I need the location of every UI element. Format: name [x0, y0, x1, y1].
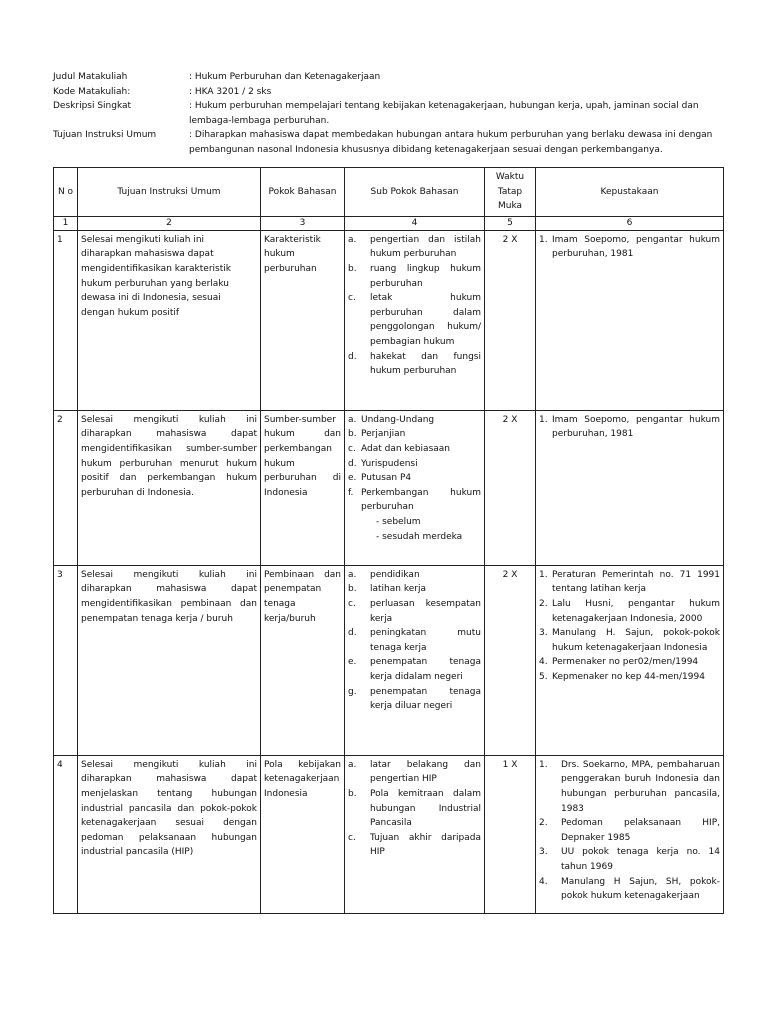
- list-text: latar belakang dan pengertian HIP: [370, 759, 481, 785]
- sub-item-extra: - sebelum: [376, 516, 421, 527]
- row-pustaka: [536, 755, 724, 913]
- pustaka-list: [539, 413, 720, 442]
- header-value: pembangunan nasonal Indonesia khususnya dibidang ketenagakerjaan sesuai dengan perkembanganya.: [189, 144, 663, 155]
- list-marker: a.: [348, 234, 357, 245]
- list-item: [348, 350, 481, 379]
- table-row: [54, 755, 724, 913]
- list-item: [539, 816, 720, 845]
- row-number: 1: [54, 230, 78, 410]
- list-marker: c.: [348, 443, 356, 454]
- list-marker: 1.: [539, 569, 548, 580]
- sub-item-extra: - sesudah merdeka: [376, 531, 463, 542]
- col-header-waktu: Waktu Tatap Muka: [485, 168, 536, 217]
- pustaka-list: [539, 568, 720, 685]
- list-marker: 1.: [539, 414, 548, 425]
- list-item: [348, 626, 481, 655]
- list-item: [348, 427, 481, 442]
- list-marker: d.: [348, 628, 357, 639]
- sub-list: [348, 758, 481, 860]
- list-marker: c.: [348, 598, 356, 609]
- list-item: [539, 413, 720, 442]
- list-text: ruang lingkup hukum perburuhan: [370, 263, 481, 289]
- list-marker: f.: [348, 487, 354, 498]
- sub-list: [348, 568, 481, 714]
- list-item: [348, 685, 481, 714]
- pustaka-list: [539, 233, 720, 262]
- list-item: [348, 758, 481, 787]
- list-item: [539, 758, 720, 816]
- list-text: Adat dan kebiasaan: [361, 443, 450, 454]
- header-value: lembaga-lembaga perburuhan.: [189, 115, 330, 126]
- row-pokok: Karakteristik hukum perburuhan: [261, 230, 345, 410]
- list-text: Manulang H Sajun, SH, pokok-pokok hukum ketenagakerjaan: [561, 876, 720, 902]
- list-text: Lalu Husni, pengantar hukum ketenagakerjaan Indonesia, 2000: [552, 598, 720, 624]
- col-header-pokok: Pokok Bahasan: [261, 168, 345, 217]
- list-text: pengertian dan istilah hukum perburuhan: [370, 234, 481, 260]
- list-text: Yurispudensi: [361, 458, 418, 469]
- list-marker: d.: [348, 458, 357, 469]
- row-pokok: Pola kebijakan ketenagakerjaan Indonesia: [261, 755, 345, 913]
- list-marker: b.: [348, 788, 357, 799]
- header-row: [53, 99, 723, 114]
- table-row: [54, 410, 724, 565]
- header-row: [53, 143, 723, 158]
- list-marker: b.: [348, 429, 357, 440]
- list-item: [539, 655, 720, 670]
- header-label: Judul Matakuliah: [53, 72, 128, 82]
- list-marker: e.: [348, 657, 357, 668]
- syllabus-table: [53, 167, 724, 914]
- list-item: [348, 655, 481, 684]
- header-value: : Hukum Perburuhan dan Ketenagakerjaan: [189, 72, 381, 82]
- list-item: [539, 568, 720, 597]
- row-tujuan: Selesai mengikuti kuliah ini diharapkan mahasiswa dapat mengidentifikasikan karakteristik hukum perburuhan yang berlaku dewasa ini di Indonesia, sesuai dengan hukum positif: [78, 230, 261, 410]
- table-row: [54, 230, 724, 410]
- row-number: 4: [54, 755, 78, 913]
- list-item: [539, 845, 720, 874]
- list-marker: 1.: [539, 759, 548, 770]
- list-item: [539, 597, 720, 626]
- list-marker: 5.: [539, 671, 548, 682]
- header-row: [53, 85, 723, 100]
- list-text: pendidikan: [370, 569, 420, 580]
- row-waktu: 2 X: [485, 565, 536, 755]
- header-value: : Hukum perburuhan mempelajari tentang kebijakan ketenagakerjaan, hubungan kerja, upah, jaminan social dan: [189, 101, 699, 111]
- row-pustaka: [536, 230, 724, 410]
- list-text: Perkembangan hukum perburuhan: [361, 487, 481, 513]
- header-label: [53, 114, 189, 129]
- list-marker: b.: [348, 584, 357, 595]
- list-item: [348, 471, 481, 486]
- header-value: : HKA 3201 / 2 sks: [189, 86, 272, 97]
- table-header-row: [54, 168, 724, 217]
- column-number: 2: [78, 216, 261, 230]
- list-text: Putusan P4: [361, 473, 412, 484]
- list-item: [348, 486, 481, 515]
- list-item: [348, 262, 481, 291]
- header-label: Deskripsi Singkat: [53, 101, 132, 111]
- list-item: [348, 457, 481, 472]
- list-item: [348, 568, 481, 583]
- list-marker: e.: [348, 473, 357, 484]
- row-waktu: 2 X: [485, 230, 536, 410]
- list-text: Pola kemitraan dalam hubungan Industrial Pancasila: [370, 788, 481, 829]
- list-item: [539, 233, 720, 262]
- list-item: [348, 442, 481, 457]
- list-text: Manulang H. Sajun, pokok-pokok hukum ketenagakerjaan Indonesia: [552, 628, 720, 653]
- list-marker: c.: [348, 293, 356, 304]
- list-text: Peraturan Pemerintah no. 71 1991 tentang latihan kerja: [552, 569, 720, 595]
- row-number: 2: [54, 410, 78, 565]
- row-tujuan: Selesai mengikuti kuliah ini diharapkan mahasiswa dapat mengidentifikasikan pembinaan dan penempatan tenaga kerja / buruh: [78, 565, 261, 755]
- list-item: [539, 626, 720, 655]
- row-pokok: Sumber-sumber hukum dan perkembangan hukum perburuhan di Indonesia: [261, 410, 345, 565]
- list-text: Tujuan akhir daripada HIP: [370, 832, 481, 858]
- list-marker: 4.: [539, 876, 548, 887]
- column-number: 5: [485, 216, 536, 230]
- pustaka-list: [539, 758, 720, 904]
- list-marker: a.: [348, 759, 357, 770]
- list-marker: g.: [348, 686, 357, 697]
- col-header-no: N o: [54, 168, 78, 217]
- list-item: [348, 597, 481, 626]
- header-label: [53, 143, 189, 158]
- row-sub: [345, 410, 485, 565]
- list-text: UU pokok tenaga kerja no. 14 tahun 1969: [561, 847, 720, 872]
- list-marker: c.: [348, 832, 356, 843]
- column-number: 1: [54, 216, 78, 230]
- list-marker: 4.: [539, 657, 548, 668]
- list-text: Undang-Undang: [361, 414, 435, 425]
- row-pustaka: [536, 410, 724, 565]
- row-waktu: 1 X: [485, 755, 536, 913]
- column-number: 6: [536, 216, 724, 230]
- table-row: [54, 565, 724, 755]
- list-marker: 3.: [539, 628, 548, 639]
- list-item: [348, 291, 481, 349]
- header-row: [53, 114, 723, 129]
- list-marker: 2.: [539, 598, 548, 609]
- row-tujuan: Selesai mengikuti kuliah ini diharapkan mahasiswa dapat menjelaskan tentang hubungan industrial pancasila dan pokok-pokok ketenagakerjaan sesuai dengan pedoman pelaksanaan hubungan industrial pancasila (HIP): [78, 755, 261, 913]
- list-item: [539, 670, 720, 685]
- column-number: 4: [345, 216, 485, 230]
- header-label: Kode Matakuliah:: [53, 86, 131, 97]
- list-text: perluasan kesempatan kerja: [370, 598, 481, 624]
- list-marker: 3.: [539, 847, 548, 858]
- list-text: peningkatan mutu tenaga kerja: [370, 628, 481, 653]
- list-text: Perjanjian: [361, 429, 406, 440]
- row-sub: [345, 565, 485, 755]
- list-text: letak hukum perburuhan dalam penggolongan hukum/ pembagian hukum: [370, 293, 481, 347]
- course-header: [53, 70, 723, 157]
- list-marker: a.: [348, 569, 357, 580]
- list-marker: b.: [348, 263, 357, 274]
- list-text: Kepmenaker no kep 44-men/1994: [552, 671, 705, 682]
- list-text: Pedoman pelaksanaan HIP, Depnaker 1985: [561, 818, 720, 843]
- column-number-row: [54, 216, 724, 230]
- list-item: [348, 582, 481, 597]
- list-text: penempatan tenaga kerja diluar negeri: [370, 686, 481, 712]
- sub-list: [348, 233, 481, 379]
- list-text: Imam Soepomo, pengantar hukum perburuhan, 1981: [552, 234, 720, 260]
- list-marker: d.: [348, 351, 357, 362]
- row-waktu: 2 X: [485, 410, 536, 565]
- header-row: [53, 70, 723, 85]
- list-marker: 2.: [539, 818, 548, 829]
- list-text: Imam Soepomo, pengantar hukum perburuhan, 1981: [552, 414, 720, 440]
- list-text: Permenaker no per02/men/1994: [552, 657, 699, 668]
- list-item: [348, 831, 481, 860]
- col-header-pustaka: Kepustakaan: [536, 168, 724, 217]
- list-text: penempatan tenaga kerja didalam negeri: [370, 657, 481, 682]
- header-label: Tujuan Instruksi Umum: [53, 130, 157, 140]
- col-header-sub: Sub Pokok Bahasan: [345, 168, 485, 217]
- sub-list: [348, 413, 481, 515]
- header-row: [53, 128, 723, 143]
- list-item: [539, 875, 720, 904]
- list-text: Drs. Soekarno, MPA, pembaharuan penggerakan buruh Indonesia dan hubungan perburuhan pancasila, 1983: [561, 759, 720, 814]
- list-marker: a.: [348, 414, 357, 425]
- list-text: latihan kerja: [370, 584, 426, 595]
- row-sub: [345, 755, 485, 913]
- list-item: [348, 787, 481, 831]
- row-sub: [345, 230, 485, 410]
- column-number: 3: [261, 216, 345, 230]
- list-item: [348, 233, 481, 262]
- row-tujuan: Selesai mengikuti kuliah ini diharapkan mahasiswa dapat mengidentifikasikan sumber-sumber hukum perburuhan menurut hukum positif dan perkembangan hukum perburuhan di Indonesia.: [78, 410, 261, 565]
- list-item: [348, 413, 481, 428]
- list-marker: 1.: [539, 234, 548, 245]
- row-number: 3: [54, 565, 78, 755]
- header-value: : Diharapkan mahasiswa dapat membedakan hubungan antara hukum perburuhan yang berlaku dewasa ini dengan: [189, 130, 713, 140]
- col-header-tujuan: Tujuan Instruksi Umum: [78, 168, 261, 217]
- row-pustaka: [536, 565, 724, 755]
- list-text: hakekat dan fungsi hukum perburuhan: [370, 351, 481, 377]
- row-pokok: Pembinaan dan penempatan tenaga kerja/buruh: [261, 565, 345, 755]
